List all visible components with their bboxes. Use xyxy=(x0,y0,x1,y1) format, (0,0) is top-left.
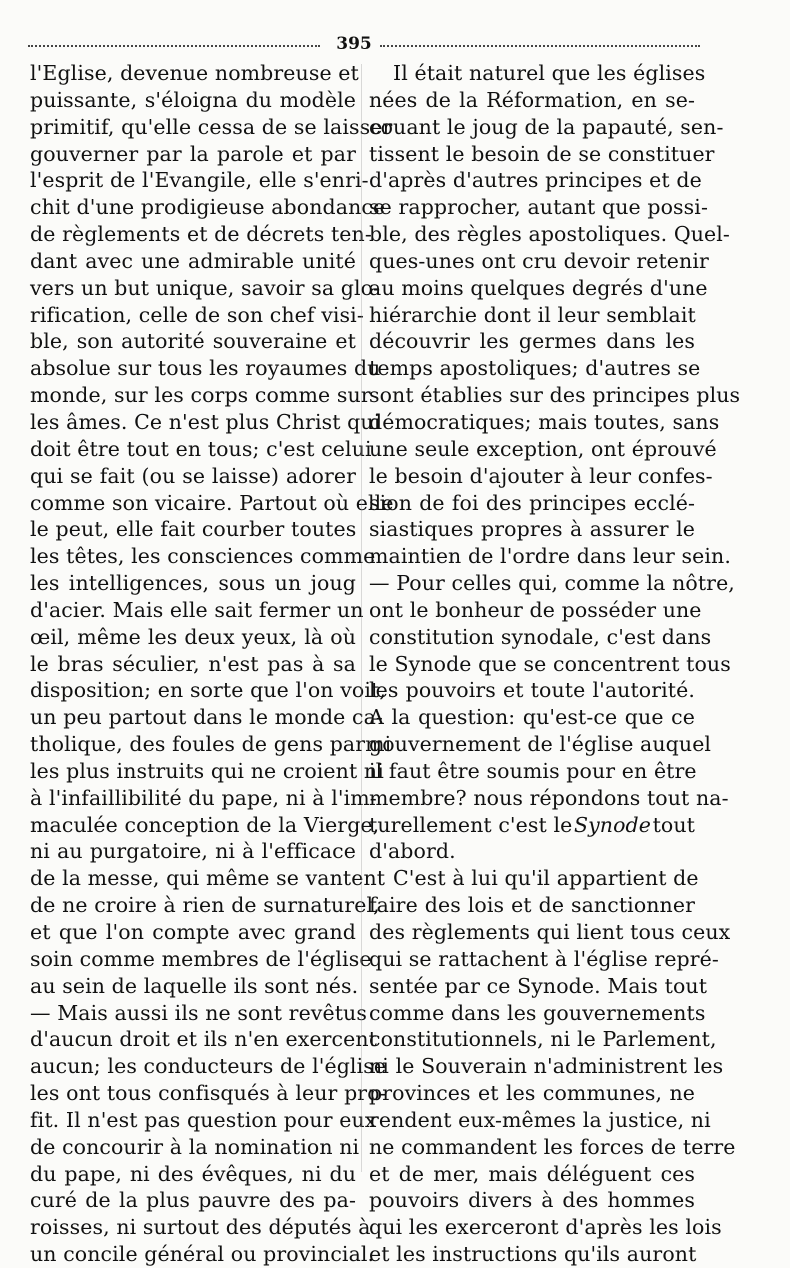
text-line: d'après d'autres principes et de xyxy=(369,168,702,193)
text-line: pouvoirs divers à des hommes xyxy=(369,1188,695,1213)
text-line: comme son vicaire. Partout où elle xyxy=(30,490,394,515)
text-line: hiérarchie dont il leur semblait xyxy=(369,302,696,327)
header-rule-left xyxy=(28,45,320,47)
header-rule-right xyxy=(380,45,700,47)
text-line: tholique, des foules de gens parmi xyxy=(30,732,392,757)
text-line: de ne croire à rien de surnaturel, xyxy=(30,893,380,918)
text-line: puissante, s'éloigna du modèle xyxy=(30,87,356,112)
text-line: sentée par ce Synode. Mais tout xyxy=(369,973,708,998)
text-line: au moins quelques degrés d'une xyxy=(369,275,708,300)
text-line: constitutionnels, ni le Parlement, xyxy=(369,1027,717,1052)
text-line: d'acier. Mais elle sait fermer un xyxy=(30,597,364,622)
text-line: qui se fait (ou se laisse) adorer xyxy=(30,463,356,488)
text-line: maintien de l'ordre dans leur sein. xyxy=(369,544,731,569)
text-line: ques-unes ont cru devoir retenir xyxy=(369,248,709,273)
text-line: gouvernement de l'église auquel xyxy=(369,732,712,757)
text-line: couant le joug de la papauté, sen- xyxy=(369,114,724,139)
left-column xyxy=(30,60,394,1268)
text-line: et les instructions qu'ils auront xyxy=(369,1242,697,1267)
text-line: ble, des règles apostoliques. Quel- xyxy=(369,222,730,247)
text-line: rification, celle de son chef visi- xyxy=(30,302,364,327)
text-line: siastiques propres à assurer le xyxy=(369,517,695,542)
text-line: au sein de laquelle ils sont nés. xyxy=(30,973,359,998)
text-line: le bras séculier, n'est pas à sa xyxy=(30,651,356,676)
text-line: d'aucun droit et ils n'en exercent xyxy=(30,1027,377,1052)
text-line: de la messe, qui même se vantent xyxy=(30,866,386,891)
text-line: — Pour celles qui, comme la nôtre, xyxy=(369,571,735,596)
text-line: doit être tout en tous; c'est celui xyxy=(30,436,372,461)
text-line: temps apostoliques; d'autres se xyxy=(369,356,701,381)
text-line: le besoin d'ajouter à leur confes- xyxy=(369,463,713,488)
text-line: l'esprit de l'Evangile, elle s'enri- xyxy=(30,168,369,193)
text-line: dant avec une admirable unité xyxy=(30,248,356,273)
column-divider xyxy=(361,64,362,1172)
text-line: monde, sur les corps comme sur xyxy=(30,383,371,408)
text-line: œil, même les deux yeux, là où xyxy=(30,624,356,649)
text-line: disposition; en sorte que l'on voit, xyxy=(30,678,386,703)
text-line: qui les exerceront d'après les lois xyxy=(369,1215,722,1240)
text-line: l'Eglise, devenue nombreuse et xyxy=(30,61,359,85)
text-line: du pape, ni des évêques, ni du xyxy=(30,1161,356,1186)
text-line: les pouvoirs et toute l'autorité. xyxy=(369,678,695,703)
text-line: fit. Il n'est pas question pour eux xyxy=(30,1107,377,1132)
text-line: ni au purgatoire, ni à l'efficace xyxy=(30,839,356,864)
text-line: Il était naturel que les églises xyxy=(393,61,706,85)
text-line: découvrir les germes dans les xyxy=(369,329,695,354)
text-line: chit d'une prodigieuse abondance xyxy=(30,195,386,220)
text-line: d'abord. xyxy=(369,839,456,864)
text-line: un peu partout dans le monde ca- xyxy=(30,705,383,730)
text-line: vers un but unique, savoir sa glo- xyxy=(30,275,381,300)
text-line: sont établies sur des principes plus xyxy=(369,383,741,408)
text-line: le Synode que se concentrent tous xyxy=(369,651,731,676)
text-segment: turellement c'est le xyxy=(369,812,573,837)
text-line: et de mer, mais déléguent ces xyxy=(369,1161,695,1186)
text-line: gouverner par la parole et par xyxy=(30,141,356,166)
text-line: ble, son autorité souveraine et xyxy=(30,329,356,354)
text-segment: tout xyxy=(652,812,695,837)
text-line: de règlements et de décrets ten- xyxy=(30,222,372,247)
text-line: — Mais aussi ils ne sont revêtus xyxy=(30,1000,367,1025)
page-number: 395 xyxy=(336,34,372,54)
text-line: des règlements qui lient tous ceux xyxy=(369,920,731,944)
text-line: et que l'on compte avec grand xyxy=(30,920,356,944)
text-line xyxy=(369,812,695,839)
text-line: ne commandent les forces de terre xyxy=(369,1134,736,1159)
text-line: un concile général ou provincial. xyxy=(30,1242,375,1267)
text-line: sion de foi des principes ecclé- xyxy=(369,490,695,515)
text-line: provinces et les communes, ne xyxy=(369,1081,695,1106)
text-line: ont le bonheur de posséder une xyxy=(369,597,702,622)
text-line: constitution synodale, c'est dans xyxy=(369,624,712,649)
text-line: il faut être soumis pour en être xyxy=(369,758,697,783)
text-line: nées de la Réformation, en se- xyxy=(369,87,695,112)
text-line: les âmes. Ce n'est plus Christ qui xyxy=(30,409,381,434)
text-line: comme dans les gouvernements xyxy=(369,1000,706,1025)
text-line: absolue sur tous les royaumes du xyxy=(30,356,381,381)
text-line: roisses, ni surtout des députés à xyxy=(30,1215,371,1240)
italic-term: Synode xyxy=(573,812,651,837)
text-line: démocratiques; mais toutes, sans xyxy=(369,409,720,434)
text-line: qui se rattachent à l'église repré- xyxy=(369,946,719,971)
text-line: aucun; les conducteurs de l'église xyxy=(30,1054,387,1079)
text-line: A la question: qu'est-ce que ce xyxy=(369,705,695,730)
text-line: membre? nous répondons tout na- xyxy=(369,785,729,810)
text-line: primitif, qu'elle cessa de se laisser xyxy=(30,114,393,139)
text-line: curé de la plus pauvre des pa- xyxy=(30,1188,356,1213)
right-column xyxy=(369,60,741,1268)
text-line: le peut, elle fait courber toutes xyxy=(30,517,357,542)
text-line: les intelligences, sous un joug xyxy=(30,571,356,596)
text-line: tissent le besoin de se constituer xyxy=(369,141,715,166)
text-line: maculée conception de la Vierge, xyxy=(30,812,380,837)
text-line: de concourir à la nomination ni xyxy=(30,1134,360,1159)
text-line: une seule exception, ont éprouvé xyxy=(369,436,717,461)
text-line: à l'infaillibilité du pape, ni à l'im- xyxy=(30,785,377,810)
text-line: les ont tous confisqués à leur pro- xyxy=(30,1081,387,1106)
text-line: C'est à lui qu'il appartient de xyxy=(393,866,699,891)
text-line: soin comme membres de l'église xyxy=(30,946,372,971)
text-line: ni le Souverain n'administrent les xyxy=(369,1054,724,1079)
text-line: rendent eux-mêmes la justice, ni xyxy=(369,1107,711,1132)
text-line: se rapprocher, autant que possi- xyxy=(369,195,708,220)
text-line: les plus instruits qui ne croient ni xyxy=(30,758,384,783)
text-line: les têtes, les consciences comme xyxy=(30,544,376,569)
page-header xyxy=(28,34,700,54)
text-line: faire des lois et de sanctionner xyxy=(369,893,695,918)
